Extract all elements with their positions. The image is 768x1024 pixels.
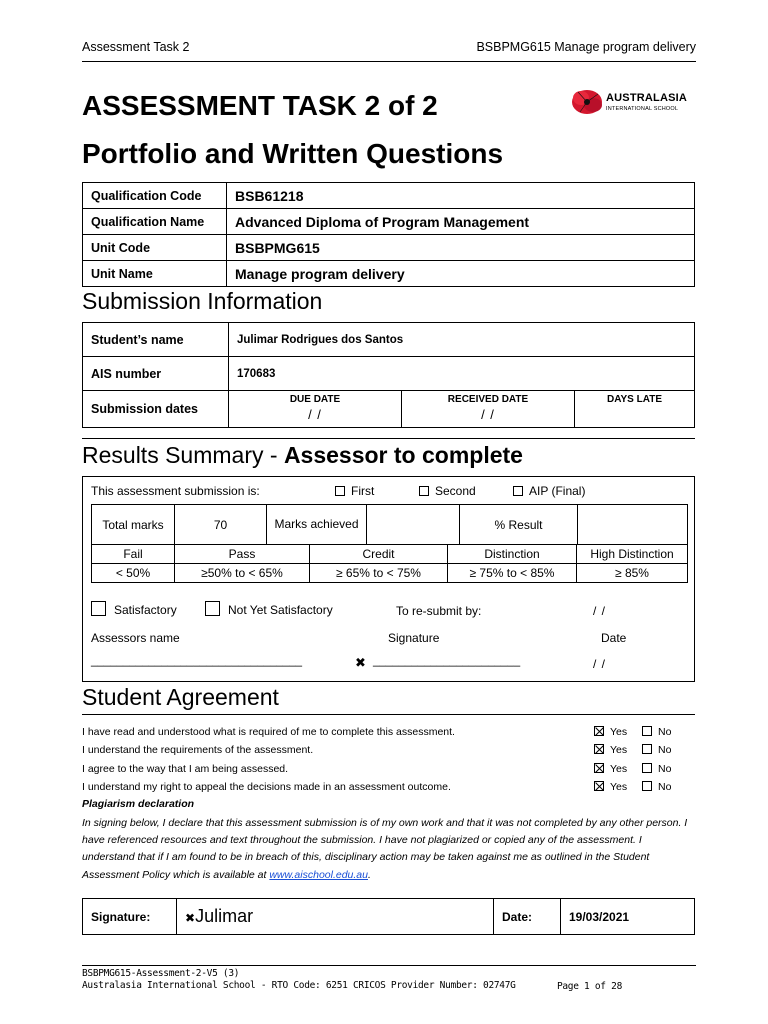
agreement-text: I agree to the way that I am being assessed. xyxy=(82,763,289,775)
grade-table xyxy=(91,544,688,583)
table-row xyxy=(92,545,688,564)
marks-achieved-value[interactable] xyxy=(367,505,460,545)
logo-tagline: INTERNATIONAL SCHOOL xyxy=(606,106,679,112)
grade-name: High Distinction xyxy=(577,545,688,564)
plagiarism-text: In signing below, I declare that this assessment submission is of my own work and that it was not completed by any other person. I have referenced resources and text throughout the submission. I have not plagiarized or copied any of the assessment. I understand that if I am found to be in breach of this, disciplinary action may be taken against me as outlined in the Student Assessment Policy which is available at xyxy=(82,817,688,881)
page-title: ASSESSMENT TASK 2 of 2 xyxy=(82,90,438,121)
qualification-name-value: Advanced Diploma of Program Management xyxy=(227,209,695,235)
days-late-label: DAYS LATE xyxy=(606,394,662,405)
submission-is-label: This assessment submission is: xyxy=(91,484,260,498)
no-option[interactable] xyxy=(642,744,671,756)
no-option[interactable] xyxy=(642,726,671,738)
header-left: Assessment Task 2 xyxy=(82,40,190,54)
table-row xyxy=(83,899,695,935)
plagiarism-end: . xyxy=(368,868,371,881)
option-first[interactable] xyxy=(335,484,374,498)
no-label: No xyxy=(658,726,672,738)
signature-mark-icon: ✖ xyxy=(185,911,196,925)
results-heading-plain: Results Summary - xyxy=(82,442,284,468)
satisfactory-label: Satisfactory xyxy=(114,603,177,617)
table-row xyxy=(92,564,688,583)
option-first-label: First xyxy=(351,484,375,498)
checkbox-icon[interactable] xyxy=(335,486,345,496)
yes-option[interactable] xyxy=(594,781,627,793)
student-name-value: Julimar Rodrigues dos Santos xyxy=(229,323,695,357)
ais-number-value: 170683 xyxy=(229,357,695,391)
plagiarism-declaration xyxy=(82,815,695,884)
unit-name-value: Manage program delivery xyxy=(227,261,695,287)
submission-dates-label: Submission dates xyxy=(83,391,229,428)
agreement-text: I understand the requirements of the assessment. xyxy=(82,744,314,756)
grade-range: ≥ 85% xyxy=(577,564,688,583)
table-row xyxy=(83,357,695,391)
assessor-sign-date[interactable]: / / xyxy=(593,657,607,671)
assessors-name-label: Assessors name xyxy=(91,631,180,645)
checkbox-icon[interactable] xyxy=(642,744,652,754)
policy-link[interactable]: www.aischool.edu.au xyxy=(269,868,368,881)
yes-option[interactable] xyxy=(594,726,627,738)
grade-name: Credit xyxy=(310,545,448,564)
checkbox-icon[interactable] xyxy=(419,486,429,496)
yes-option[interactable] xyxy=(594,763,627,775)
checkbox-icon[interactable] xyxy=(642,781,652,791)
results-summary-box xyxy=(82,476,695,682)
received-date-value: / / xyxy=(481,407,495,422)
page-header xyxy=(82,40,696,62)
ais-number-label: AIS number xyxy=(83,357,229,391)
qualification-code-value: BSB61218 xyxy=(227,183,695,209)
total-marks-value: 70 xyxy=(175,505,267,545)
submission-heading: Submission Information xyxy=(82,288,323,314)
table-row xyxy=(83,323,695,357)
option-second[interactable] xyxy=(419,484,476,498)
footer-doc-id: BSBPMG615-Assessment-2-V5 (3) xyxy=(82,968,240,979)
list-item xyxy=(82,726,695,740)
satisfactory-option[interactable] xyxy=(91,601,177,617)
checked-checkbox-icon[interactable] xyxy=(594,726,604,736)
table-row xyxy=(83,261,695,287)
result-percent-label: % Result xyxy=(460,505,578,545)
qualification-table xyxy=(82,182,695,287)
agreement-text: I have read and understood what is required of me to complete this assessment. xyxy=(82,726,455,738)
checkbox-icon[interactable] xyxy=(513,486,523,496)
unit-code-label: Unit Code xyxy=(83,235,227,261)
option-aip[interactable] xyxy=(513,484,585,498)
grade-name: Pass xyxy=(175,545,310,564)
checked-checkbox-icon[interactable] xyxy=(594,744,604,754)
resubmit-date[interactable]: / / xyxy=(593,604,607,618)
table-row xyxy=(83,235,695,261)
assessor-signature-line[interactable]: _______________________ xyxy=(373,655,521,667)
yes-label: Yes xyxy=(610,763,628,775)
section-divider xyxy=(82,714,695,715)
page-number: Page 1 of 28 xyxy=(556,981,622,992)
total-marks-label: Total marks xyxy=(92,505,175,545)
table-row xyxy=(83,209,695,235)
agreement-text: I understand my right to appeal the decisions made in an assessment outcome. xyxy=(82,781,451,793)
poppy-logo-icon xyxy=(570,86,606,118)
student-name-label: Student’s name xyxy=(83,323,229,357)
page-subtitle: Portfolio and Written Questions xyxy=(82,138,504,169)
signature-label: Signature xyxy=(388,631,440,645)
received-date-label: RECEIVED DATE xyxy=(447,394,529,405)
signature-table xyxy=(82,898,695,935)
assessor-name-line[interactable]: _________________________________ xyxy=(91,655,303,667)
yes-label: Yes xyxy=(610,726,628,738)
checked-checkbox-icon[interactable] xyxy=(594,763,604,773)
received-date-cell[interactable] xyxy=(402,391,575,428)
marks-table xyxy=(91,504,688,545)
checkbox-icon[interactable] xyxy=(642,726,652,736)
qualification-code-label: Qualification Code xyxy=(83,183,227,209)
table-row xyxy=(92,505,688,545)
list-item xyxy=(82,763,695,777)
yes-option[interactable] xyxy=(594,744,627,756)
checkbox-icon[interactable] xyxy=(205,601,220,616)
list-item xyxy=(82,744,695,758)
signature-label: Signature: xyxy=(83,899,177,935)
not-yet-satisfactory-label: Not Yet Satisfactory xyxy=(228,603,333,617)
plagiarism-heading: Plagiarism declaration xyxy=(82,798,195,810)
results-heading xyxy=(82,442,523,469)
header-right: BSBPMG615 Manage program delivery xyxy=(476,40,696,54)
footer-school-info: Australasia International School - RTO Code: 6251 CRICOS Provider Number: 02747G xyxy=(82,980,516,991)
no-option[interactable] xyxy=(642,781,671,793)
school-logo xyxy=(570,86,700,118)
logo-name: AUSTRALASIA xyxy=(606,92,688,104)
no-label: No xyxy=(658,781,672,793)
resubmit-label: To re-submit by: xyxy=(396,604,482,618)
signature-mark-icon: ✖ xyxy=(355,655,366,670)
yes-label: Yes xyxy=(610,744,628,756)
qualification-name-label: Qualification Name xyxy=(83,209,227,235)
due-date-cell[interactable] xyxy=(229,391,402,428)
grade-range: ≥ 65% to < 75% xyxy=(310,564,448,583)
signature-field[interactable] xyxy=(177,899,494,935)
signature-value: Julimar xyxy=(195,906,254,926)
checkbox-icon[interactable] xyxy=(642,763,652,773)
list-item xyxy=(82,781,695,795)
grade-range: < 50% xyxy=(92,564,175,583)
date-label: Date: xyxy=(494,899,561,935)
unit-name-label: Unit Name xyxy=(83,261,227,287)
option-aip-label: AIP (Final) xyxy=(529,484,586,498)
grade-name: Fail xyxy=(92,545,175,564)
checked-checkbox-icon[interactable] xyxy=(594,781,604,791)
results-heading-bold: Assessor to complete xyxy=(283,442,523,468)
date-label: Date xyxy=(601,631,627,645)
unit-code-value: BSBPMG615 xyxy=(227,235,695,261)
table-row xyxy=(83,183,695,209)
not-yet-satisfactory-option[interactable] xyxy=(205,601,333,617)
page-footer xyxy=(82,965,696,992)
section-divider xyxy=(82,438,695,439)
due-date-value: / / xyxy=(308,407,322,422)
yes-label: Yes xyxy=(610,781,628,793)
checkbox-icon[interactable] xyxy=(91,601,106,616)
result-percent-value[interactable] xyxy=(578,505,688,545)
option-second-label: Second xyxy=(435,484,476,498)
no-option[interactable] xyxy=(642,763,671,775)
no-label: No xyxy=(658,744,672,756)
due-date-label: DUE DATE xyxy=(289,394,341,405)
table-row xyxy=(83,391,695,428)
no-label: No xyxy=(658,763,672,775)
agreement-heading: Student Agreement xyxy=(82,684,279,710)
grade-range: ≥50% to < 65% xyxy=(175,564,310,583)
submission-table xyxy=(82,322,695,428)
days-late-cell[interactable] xyxy=(575,391,695,428)
date-value[interactable]: 19/03/2021 xyxy=(561,899,695,935)
grade-range: ≥ 75% to < 85% xyxy=(448,564,577,583)
marks-achieved-label: Marks achieved xyxy=(267,505,367,545)
submission-type-row xyxy=(91,484,691,498)
grade-name: Distinction xyxy=(448,545,577,564)
